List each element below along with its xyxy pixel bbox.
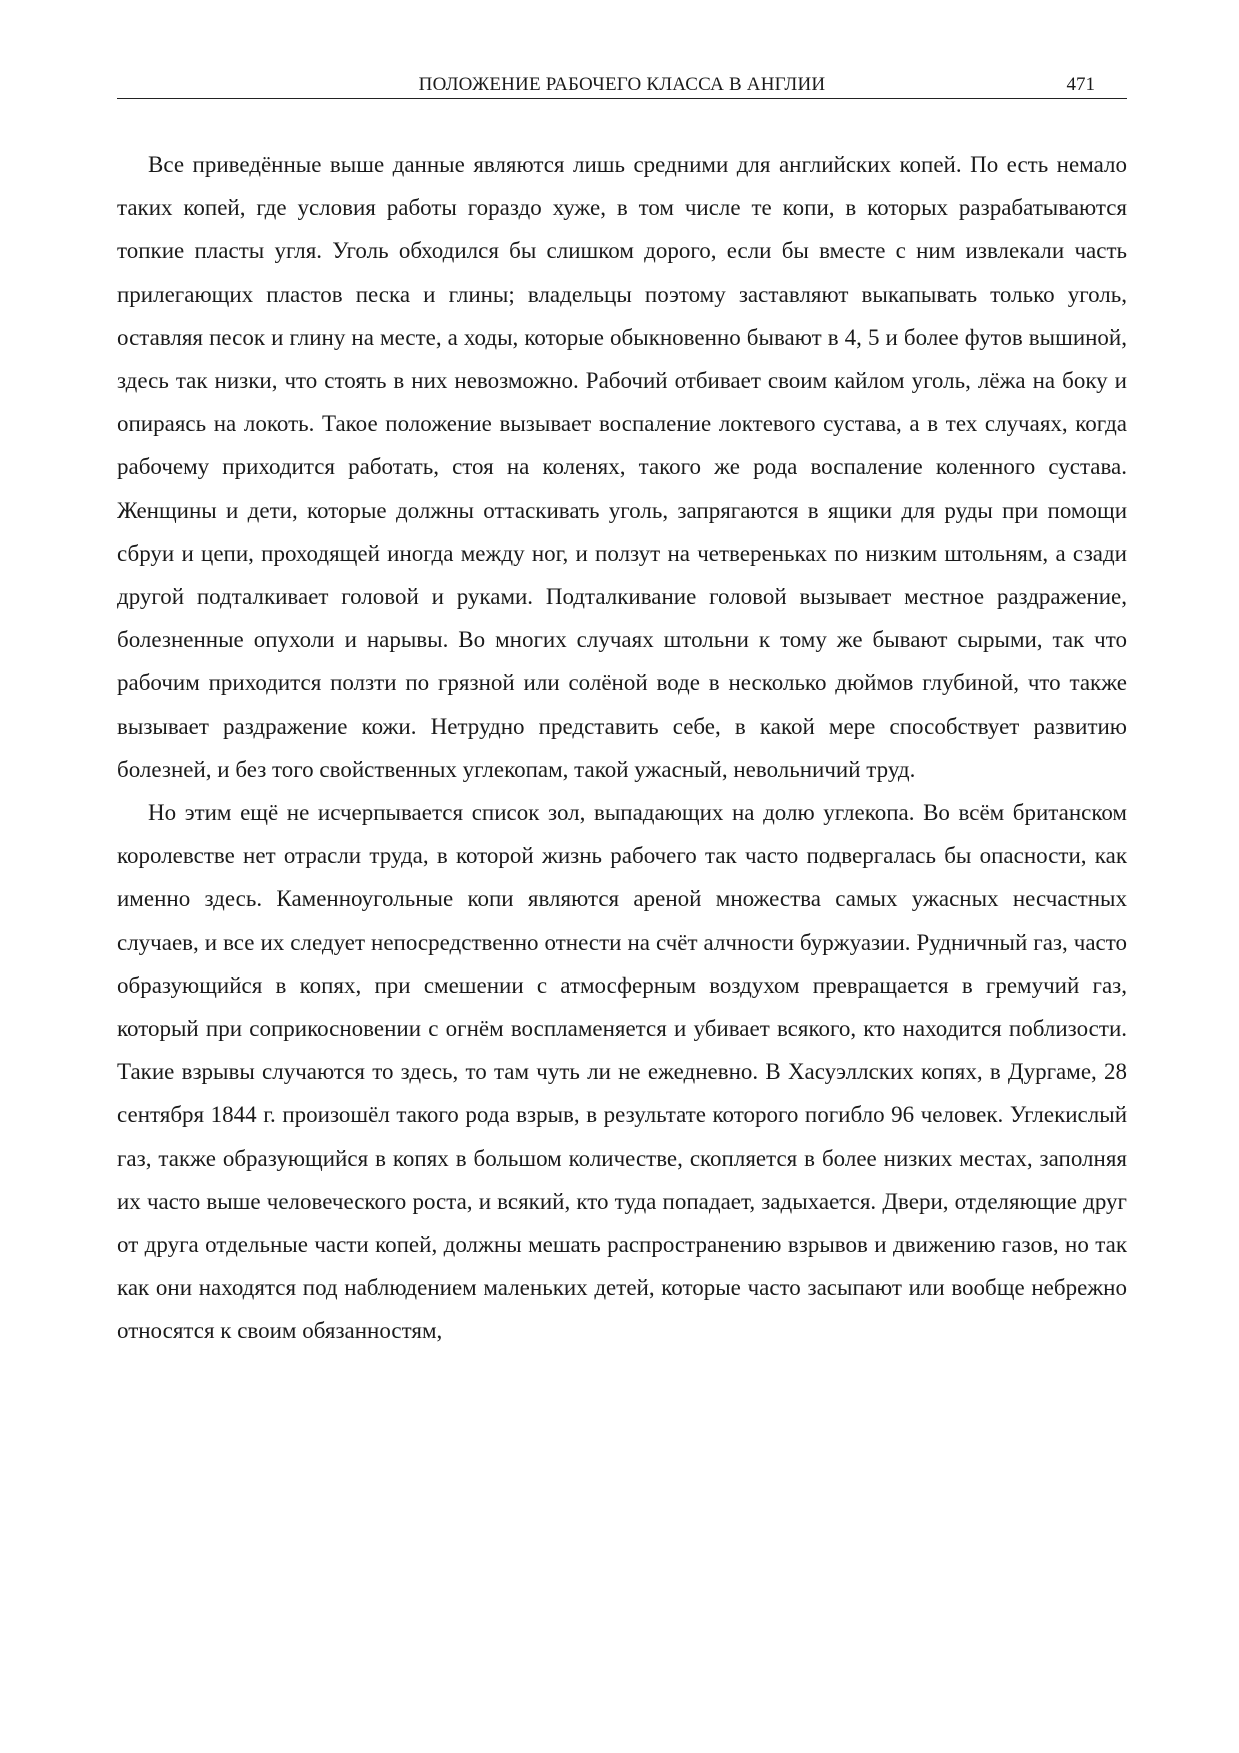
paragraph: Все приведённые выше данные являются лишь средними для английских копей. По есть немало таких копей, где условия работы гораздо хуже, в том числе те копи, в которых разрабатываются топкие пласты угля. Уголь обходился бы слишком дорого, если бы вместе с ним извлекали часть прилегающих пластов песка и глины; владельцы поэтому заставляют выкапывать только уголь, оставляя песок и глину на месте, а ходы, которые обыкновенно бывают в 4, 5 и более футов вышиной, здесь так низки, что стоять в них невозможно. Рабочий отбивает своим кайлом уголь, лёжа на боку и опираясь на локоть. Такое положение вызывает воспаление локтевого сустава, а в тех случаях, когда рабочему приходится работать, стоя на коленях, такого же рода воспаление коленного сустава. Женщины и дети, которые должны оттаскивать уголь, запрягаются в ящики для руды при помощи сбруи и цепи, проходящей иногда между ног, и ползут на четвереньках по низким штольням, а сзади другой подталкивает головой и руками. Подталкивание головой вызывает местное раздражение, болезненные опухоли и нарывы. Во многих случаях штольни к тому же бывают сырыми, так что рабочим приходится ползти по грязной или солёной воде в несколько дюймов глубиной, что также вызывает раздражение кожи. Нетрудно представить себе, в какой мере способствует развитию болезней, и без того свойственных углекопам, такой ужасный, невольничий труд. [117,152,1127,782]
running-header [117,68,1127,99]
running-title: ПОЛОЖЕНИЕ РАБОЧЕГО КЛАССА В АНГЛИИ [418,74,826,95]
body-text [117,143,1127,1353]
page-number: 471 [1066,74,1095,95]
paragraph: Но этим ещё не исчерпывается список зол, выпадающих на долю углекопа. Во всём британском королевстве нет отрасли труда, в которой жизнь рабочего так часто подвергалась бы опасности, как именно здесь. Каменноугольные копи являются ареной множества самых ужасных несчастных случаев, и все их следует непосредственно отнести на счёт алчности буржуазии. Рудничный газ, часто образующийся в копях, при смешении с атмосферным воздухом превращается в гремучий газ, который при соприкосновении с огнём воспламеняется и убивает всякого, кто находится поблизости. Такие взрывы случаются то здесь, то там чуть ли не ежедневно. В Хасуэллских копях, в Дургаме, 28 сентября 1844 г. произошёл такого рода взрыв, в результате которого погибло 96 человек. Углекислый газ, также образующийся в копях в большом количестве, скопляется в более низких местах, заполняя их часто выше человеческого роста, и всякий, кто туда попадает, задыхается. Двери, отделяющие друг от друга отдельные части копей, должны мешать распространению взрывов и движению газов, но так как они находятся под наблюдением маленьких детей, которые часто засыпают или вообще небрежно относятся к своим обязанностям, [117,800,1127,1344]
